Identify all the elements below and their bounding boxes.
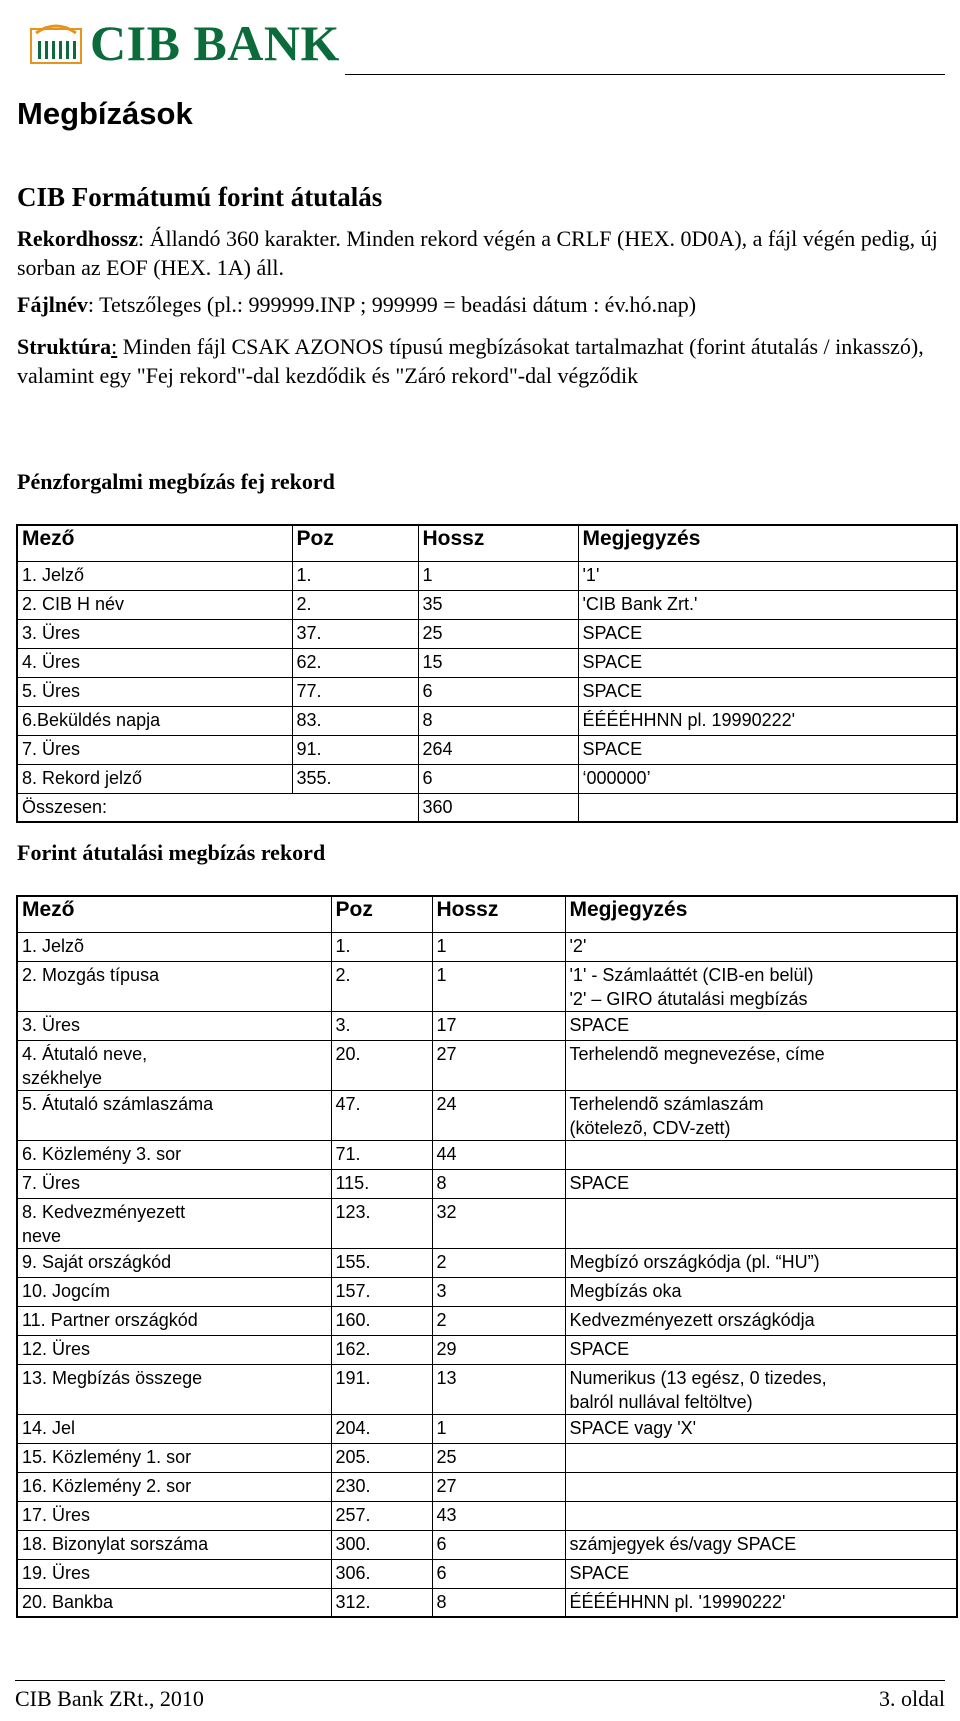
brand-name: CIB BANK (90, 15, 340, 71)
cell-poz: 47. (331, 1090, 432, 1140)
table-row (17, 1530, 957, 1559)
cell-mezo: 8. Kedvezményezett neve (17, 1198, 331, 1248)
cell-megjegyzes: SPACE (565, 1335, 957, 1364)
cell-hossz: 17 (432, 1011, 565, 1040)
cell-mezo: 18. Bizonylat sorszáma (17, 1530, 331, 1559)
cell-poz: 157. (331, 1277, 432, 1306)
total-empty-cell (578, 793, 957, 822)
table-row (17, 764, 957, 793)
cell-mezo: 5. Üres (17, 677, 292, 706)
cell-megjegyzes: SPACE vagy 'X' (565, 1414, 957, 1443)
cell-hossz: 15 (418, 648, 578, 677)
cell-mezo: 1. Jelző (17, 561, 292, 590)
table-row (17, 1588, 957, 1617)
cell-megjegyzes: SPACE (578, 735, 957, 764)
cell-poz: 77. (292, 677, 418, 706)
table-row (17, 706, 957, 735)
cell-megjegyzes (565, 1501, 957, 1530)
total-label: Összesen: (17, 793, 418, 822)
table-row (17, 961, 957, 1011)
cell-mezo: 9. Saját országkód (17, 1248, 331, 1277)
table-row (17, 1169, 957, 1198)
cell-mezo: 1. Jelzõ (17, 932, 331, 961)
cell-megjegyzes: '2' (565, 932, 957, 961)
table-row (17, 1306, 957, 1335)
rekordhossz-paragraph (17, 224, 942, 282)
cell-megjegyzes: SPACE (578, 619, 957, 648)
table-row (17, 1011, 957, 1040)
cell-poz: 123. (331, 1198, 432, 1248)
cell-poz: 300. (331, 1530, 432, 1559)
cell-mezo: 3. Üres (17, 1011, 331, 1040)
cell-megjegyzes (565, 1443, 957, 1472)
column-header-hossz: Hossz (418, 525, 578, 561)
table-row (17, 619, 957, 648)
cell-hossz: 1 (432, 932, 565, 961)
table-row (17, 1140, 957, 1169)
cell-hossz: 2 (432, 1248, 565, 1277)
cib-bank-logo (30, 14, 340, 72)
cell-megjegyzes (565, 1140, 957, 1169)
cell-hossz: 35 (418, 590, 578, 619)
cell-mezo: 6.Beküldés napja (17, 706, 292, 735)
cell-poz: 355. (292, 764, 418, 793)
cell-hossz: 27 (432, 1040, 565, 1090)
cell-hossz: 32 (432, 1198, 565, 1248)
cell-hossz: 8 (432, 1588, 565, 1617)
cell-mezo: 6. Közlemény 3. sor (17, 1140, 331, 1169)
cell-hossz: 1 (432, 1414, 565, 1443)
table-row (17, 1277, 957, 1306)
table-row (17, 1414, 957, 1443)
fajlnev-text: : Tetszőleges (pl.: 999999.INP ; 999999 = beadási dátum : év.hó.nap) (87, 292, 697, 317)
total-value: 360 (418, 793, 578, 822)
cell-mezo: 7. Üres (17, 735, 292, 764)
fajlnev-label: Fájlnév (17, 292, 88, 317)
cell-megjegyzes: SPACE (565, 1559, 957, 1588)
cell-hossz: 3 (432, 1277, 565, 1306)
cell-megjegyzes (565, 1472, 957, 1501)
table-header-row (17, 525, 957, 561)
column-header-poz: Poz (292, 525, 418, 561)
table-row (17, 1090, 957, 1140)
cell-megjegyzes: Megbízás oka (565, 1277, 957, 1306)
cell-hossz: 24 (432, 1090, 565, 1140)
transfer-record-heading: Forint átutalási megbízás rekord (17, 840, 326, 865)
table-row (17, 561, 957, 590)
cell-mezo: 3. Üres (17, 619, 292, 648)
table-row (17, 1559, 957, 1588)
cell-megjegyzes (565, 1198, 957, 1248)
cell-poz: 37. (292, 619, 418, 648)
section-title: CIB Formátumú forint átutalás (17, 182, 383, 212)
cell-poz: 155. (331, 1248, 432, 1277)
total-row (17, 793, 957, 822)
cell-mezo: 12. Üres (17, 1335, 331, 1364)
table-row (17, 1472, 957, 1501)
cell-poz: 20. (331, 1040, 432, 1090)
column-header-megjegyzes: Megjegyzés (578, 525, 957, 561)
cell-poz: 2. (292, 590, 418, 619)
cell-mezo: 10. Jogcím (17, 1277, 331, 1306)
column-header-hossz: Hossz (432, 896, 565, 932)
cell-hossz: 6 (432, 1530, 565, 1559)
cell-mezo: 19. Üres (17, 1559, 331, 1588)
table-row (17, 1040, 957, 1090)
cell-hossz: 25 (418, 619, 578, 648)
footer-divider (15, 1680, 945, 1681)
table-row (17, 932, 957, 961)
rekordhossz-text: : Állandó 360 karakter. Minden rekord végén a CRLF (HEX. 0D0A), a fájl végén pedig, új sorban az EOF (HEX. 1A) áll. (17, 226, 938, 280)
cell-poz: 83. (292, 706, 418, 735)
cell-mezo: 20. Bankba (17, 1588, 331, 1617)
struktura-colon: : (111, 334, 118, 359)
cell-hossz: 44 (432, 1140, 565, 1169)
table-header-row (17, 896, 957, 932)
cell-megjegyzes: számjegyek és/vagy SPACE (565, 1530, 957, 1559)
cell-poz: 91. (292, 735, 418, 764)
table-row (17, 735, 957, 764)
cell-mezo: 14. Jel (17, 1414, 331, 1443)
cell-mezo: 7. Üres (17, 1169, 331, 1198)
cell-hossz: 264 (418, 735, 578, 764)
cell-megjegyzes: ÉÉÉÉHHNN pl. 19990222' (578, 706, 957, 735)
cell-megjegyzes: Terhelendõ megnevezése, címe (565, 1040, 957, 1090)
cell-mezo: 4. Üres (17, 648, 292, 677)
transfer-record-table (16, 895, 958, 1618)
cell-hossz: 8 (418, 706, 578, 735)
cell-poz: 115. (331, 1169, 432, 1198)
column-header-megjegyzes: Megjegyzés (565, 896, 957, 932)
cell-poz: 204. (331, 1414, 432, 1443)
struktura-text: Minden fájl CSAK AZONOS típusú megbízásokat tartalmazhat (forint átutalás / inkasszó), valamint egy "Fej rekord"-dal kezdődik és "Záró rekord"-dal végződik (17, 334, 924, 388)
cell-poz: 2. (331, 961, 432, 1011)
page-title: Megbízások (17, 96, 193, 131)
table-row (17, 590, 957, 619)
header-record-heading: Pénzforgalmi megbízás fej rekord (17, 469, 335, 494)
cell-poz: 62. (292, 648, 418, 677)
cell-hossz: 29 (432, 1335, 565, 1364)
cell-mezo: 2. CIB H név (17, 590, 292, 619)
cell-hossz: 13 (432, 1364, 565, 1414)
cell-hossz: 2 (432, 1306, 565, 1335)
table-row (17, 1248, 957, 1277)
table-row (17, 1501, 957, 1530)
cell-mezo: 11. Partner országkód (17, 1306, 331, 1335)
cell-megjegyzes: Numerikus (13 egész, 0 tizedes, balról nullával feltöltve) (565, 1364, 957, 1414)
cell-hossz: 6 (418, 677, 578, 706)
cell-megjegyzes: ‘000000’ (578, 764, 957, 793)
cell-poz: 205. (331, 1443, 432, 1472)
cell-hossz: 27 (432, 1472, 565, 1501)
cell-poz: 1. (331, 932, 432, 961)
cell-poz: 191. (331, 1364, 432, 1414)
cell-megjegyzes: SPACE (578, 677, 957, 706)
cell-poz: 257. (331, 1501, 432, 1530)
table-row (17, 1198, 957, 1248)
table-row (17, 1364, 957, 1414)
table-row (17, 1335, 957, 1364)
cell-megjegyzes: Megbízó országkódja (pl. “HU”) (565, 1248, 957, 1277)
cell-hossz: 25 (432, 1443, 565, 1472)
fajlnev-paragraph (17, 290, 942, 319)
cell-poz: 3. (331, 1011, 432, 1040)
cell-megjegyzes: Kedvezményezett országkódja (565, 1306, 957, 1335)
cell-megjegyzes: Terhelendõ számlaszám (kötelezõ, CDV-zett) (565, 1090, 957, 1140)
footer-company: CIB Bank ZRt., 2010 (15, 1686, 204, 1711)
column-header-poz: Poz (331, 896, 432, 932)
struktura-label: Struktúra (17, 334, 112, 359)
cell-poz: 306. (331, 1559, 432, 1588)
cell-megjegyzes: ÉÉÉÉHHNN pl. '19990222' (565, 1588, 957, 1617)
column-header-mezo: Mező (17, 525, 292, 561)
rekordhossz-label: Rekordhossz (17, 226, 139, 251)
cell-hossz: 43 (432, 1501, 565, 1530)
cib-bank-logo-icon (30, 21, 82, 65)
cell-hossz: 8 (432, 1169, 565, 1198)
cell-poz: 1. (292, 561, 418, 590)
struktura-paragraph (17, 332, 942, 390)
table-row (17, 677, 957, 706)
header-divider (345, 74, 945, 75)
cell-mezo: 15. Közlemény 1. sor (17, 1443, 331, 1472)
cell-poz: 71. (331, 1140, 432, 1169)
cell-poz: 160. (331, 1306, 432, 1335)
cell-poz: 230. (331, 1472, 432, 1501)
cell-mezo: 4. Átutaló neve, székhelye (17, 1040, 331, 1090)
cell-megjegyzes: 'CIB Bank Zrt.' (578, 590, 957, 619)
column-header-mezo: Mező (17, 896, 331, 932)
cell-mezo: 17. Üres (17, 1501, 331, 1530)
cell-hossz: 6 (432, 1559, 565, 1588)
cell-megjegyzes: '1' (578, 561, 957, 590)
cell-mezo: 8. Rekord jelző (17, 764, 292, 793)
table-row (17, 648, 957, 677)
cell-mezo: 5. Átutaló számlaszáma (17, 1090, 331, 1140)
cell-poz: 162. (331, 1335, 432, 1364)
cell-hossz: 6 (418, 764, 578, 793)
cell-megjegyzes: SPACE (565, 1011, 957, 1040)
header-record-table (16, 524, 958, 823)
cell-hossz: 1 (432, 961, 565, 1011)
cell-mezo: 2. Mozgás típusa (17, 961, 331, 1011)
footer-page-number: 3. oldal (879, 1686, 945, 1711)
cell-megjegyzes: SPACE (565, 1169, 957, 1198)
cell-poz: 312. (331, 1588, 432, 1617)
cell-hossz: 1 (418, 561, 578, 590)
cell-megjegyzes: '1' - Számlaáttét (CIB-en belül) '2' – GIRO átutalási megbízás (565, 961, 957, 1011)
cell-megjegyzes: SPACE (578, 648, 957, 677)
table-row (17, 1443, 957, 1472)
cell-mezo: 13. Megbízás összege (17, 1364, 331, 1414)
cell-mezo: 16. Közlemény 2. sor (17, 1472, 331, 1501)
